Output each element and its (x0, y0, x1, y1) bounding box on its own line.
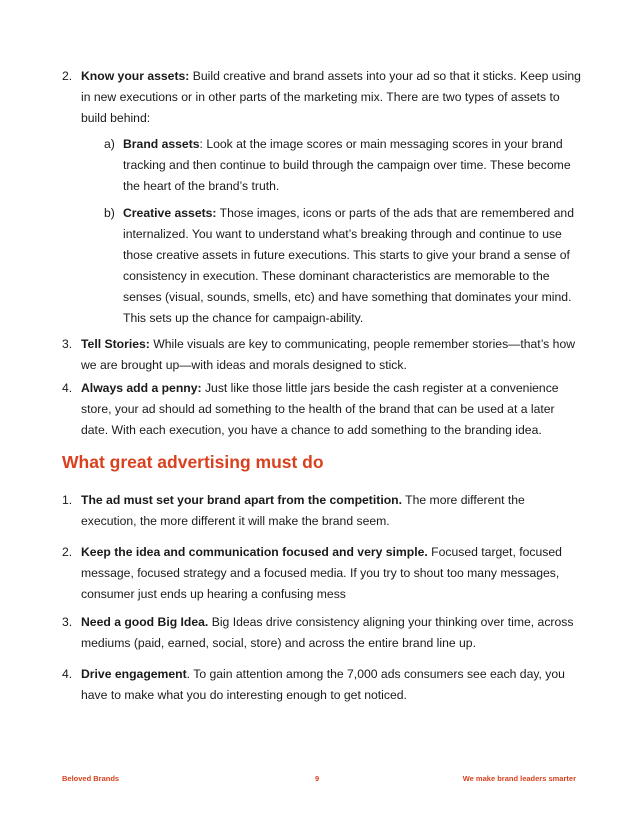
list-item-text: While visuals are key to communicating, people remember stories—that’s how we are brought up—with ideas and morals designed to stick. (81, 337, 576, 372)
sub-item-body (123, 203, 574, 329)
list-item-title: Need a good Big Idea. (81, 615, 209, 629)
list-item-know-your-assets (62, 66, 582, 129)
sub-item-letter: b) (104, 206, 115, 220)
list-item-set-brand-apart (62, 490, 582, 532)
footer-brand: Beloved Brands (62, 774, 120, 783)
list-item-title: Drive engagement (81, 667, 187, 681)
footer-tagline: We make brand leaders smarter (462, 774, 576, 783)
sub-item-text: : Look at the image scores or main messaging scores in your brand tracking and then continue to build through the campaign over time. These become the heart of the brand’s truth. (123, 137, 571, 193)
list-number: 2. (62, 545, 73, 559)
sub-item-letter: a) (104, 137, 115, 151)
list-number: 4. (62, 381, 73, 395)
list-item-body (81, 542, 582, 605)
list-number: 3. (62, 615, 73, 629)
list-item-text: . To gain attention among the 7,000 ads consumers see each day, you have to make what you do interesting enough to get noticed. (81, 667, 565, 702)
list-number: 3. (62, 337, 73, 351)
sub-item-text: Those images, icons or parts of the ads that are remembered and internalized. You want to understand what’s breaking through and continue to use those creative assets in future executions. This starts to give your brand a sense of consistency in execution. These dominant characteristics are memorable to the senses (visual, sounds, smells, etc) and have something that dominates your mind. This sets up the chance for campaign-ability. (123, 206, 574, 325)
list-item-text: Focused target, focused message, focused strategy and a focused media. If you try to shout too many messages, consumer just ends up hearing a confusing mess (81, 545, 562, 601)
list-item-text: The more different the execution, the more different it will make the brand seem. (81, 493, 525, 528)
list-item-body (81, 334, 582, 376)
list-item-body (81, 378, 582, 441)
list-item-always-add-a-penny (62, 378, 582, 441)
list-item-keep-focused (62, 542, 582, 605)
list-item-title: Tell Stories: (81, 337, 150, 351)
list-item-body (81, 612, 582, 654)
list-item-title: Always add a penny: (81, 381, 202, 395)
section-heading: What great advertising must do (62, 452, 324, 472)
list-number: 4. (62, 667, 73, 681)
list-item-body (81, 66, 582, 129)
sub-item-brand-assets (104, 134, 574, 197)
list-item-title: The ad must set your brand apart from the competition. (81, 493, 402, 507)
list-item-text: Just like those little jars beside the cash register at a convenience store, your ad should ad something to the health of the brand that can be used at a later date. With each execution, you have a chance to add something to the branding idea. (81, 381, 559, 437)
list-item-big-idea (62, 612, 582, 654)
list-number: 2. (62, 69, 73, 83)
list-item-body (81, 490, 582, 532)
list-item-title: Know your assets: (81, 69, 190, 83)
footer-page-number: 9 (315, 774, 320, 783)
list-item-body (81, 664, 582, 706)
list-item-text: Big Ideas drive consistency aligning your thinking over time, across mediums (paid, earned, social, store) and across the entire brand line up. (81, 615, 574, 650)
sub-item-title: Brand assets (123, 137, 200, 151)
sub-item-body (123, 134, 574, 197)
list-number: 1. (62, 493, 73, 507)
list-item-tell-stories (62, 334, 582, 376)
list-item-drive-engagement (62, 664, 582, 706)
sub-item-title: Creative assets: (123, 206, 217, 220)
sub-item-creative-assets (104, 203, 574, 329)
list-item-text: Build creative and brand assets into your ad so that it sticks. Keep using in new executions or in other parts of the marketing mix. There are two types of assets to build behind: (81, 69, 581, 125)
list-item-title: Keep the idea and communication focused and very simple. (81, 545, 428, 559)
